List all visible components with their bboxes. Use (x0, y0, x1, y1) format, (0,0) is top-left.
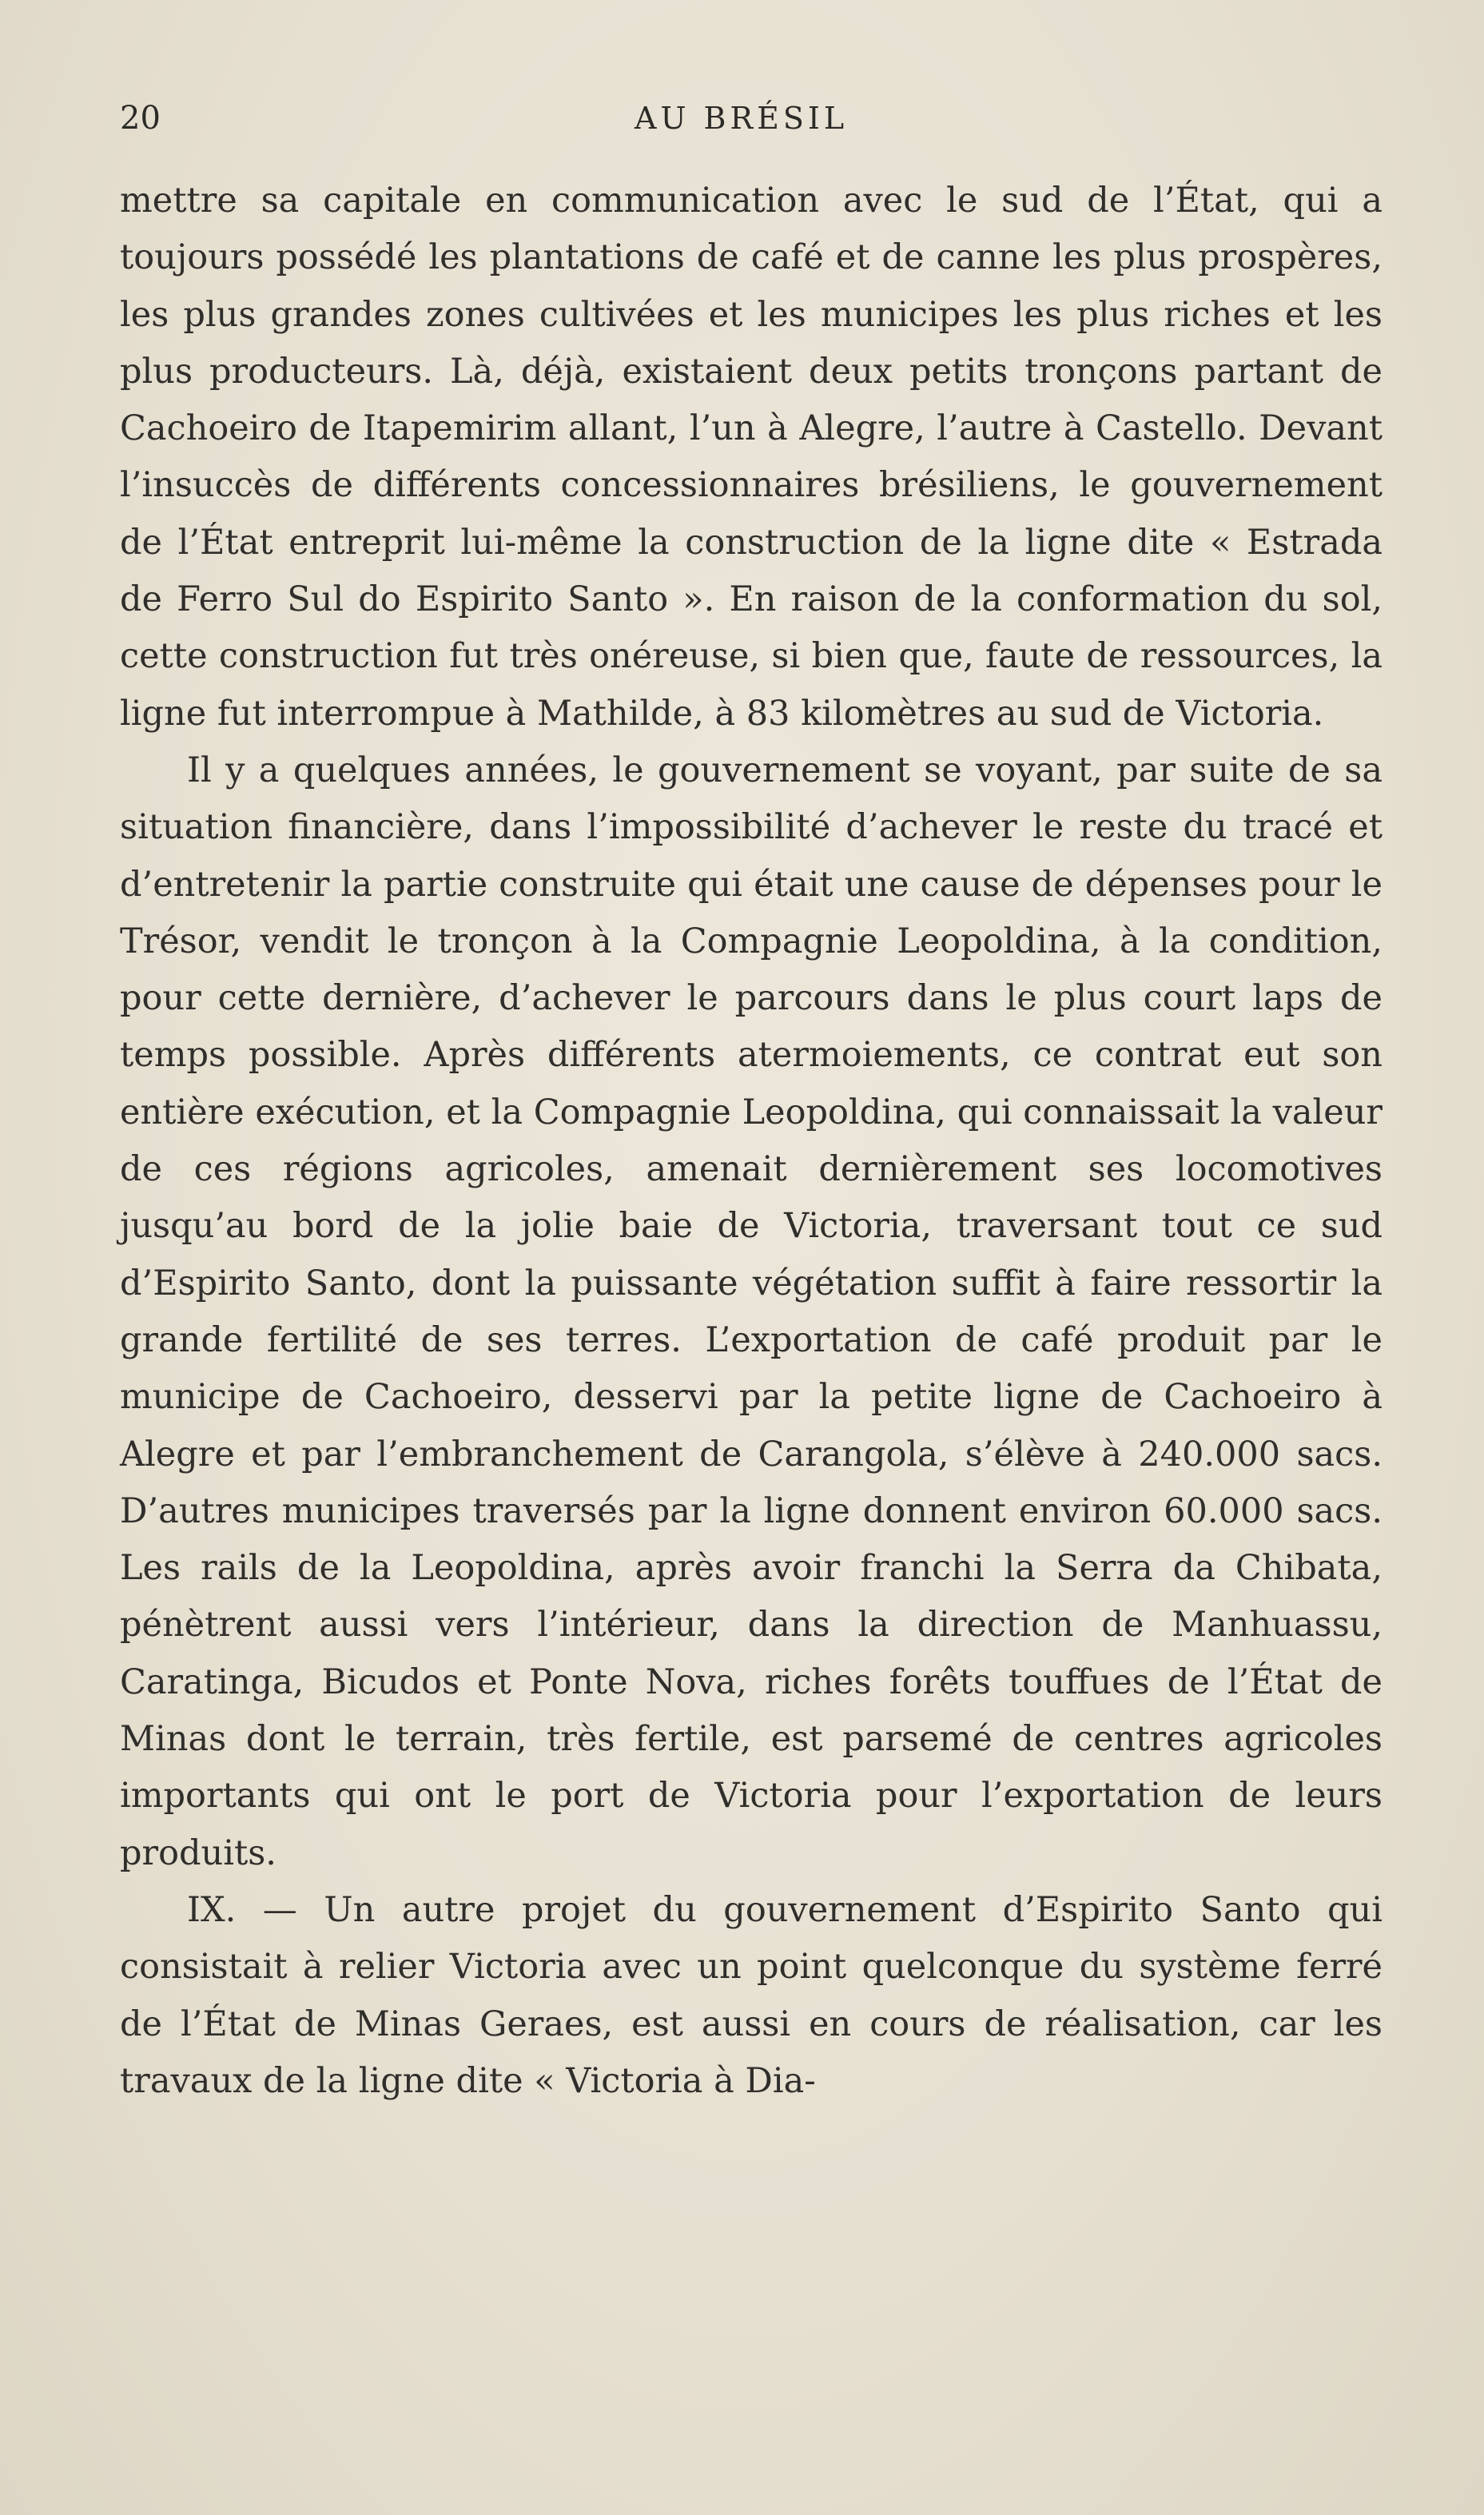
paragraph-section-ix: IX. — Un autre projet du gouvernement d’Espirito Santo qui consistait à relier Victoria avec un point quelconque du système ferré de l’État de Minas Geraes, est aussi en cours de réalisation, car les travaux de la ligne dite « Victoria à Dia- (120, 1889, 1383, 2101)
paragraph-continuation: mettre sa capitale en communication avec le sud de l’État, qui a toujours possédé les plantations de café et de canne les plus prospères, les plus grandes zones cultivées et les municipes les plus riches et les plus producteurs. Là, déjà, existaient deux petits tronçons partant de Cachoeiro de Itapemirim allant, l’un à Alegre, l’autre à Castello. Devant l’insuccès de différents concessionnaires brésiliens, le gouvernement de l’État entreprit lui-même la construction de la ligne dite « Estrada de Ferro Sul do Espirito Santo ». En raison de la conformation du sol, cette construction fut très onéreuse, si bien que, faute de ressources, la ligne fut interrompue à Mathilde, à 83 kilomètres au sud de Victoria. (120, 181, 1383, 734)
paragraph-leopoldina: Il y a quelques années, le gouvernement se voyant, par suite de sa situation financière, dans l’impossibilité d’achever le reste du tracé et d’entretenir la partie construite qui était une cause de dépenses pour le Trésor, vendit le tronçon à la Compagnie Leopoldina, à la condition, pour cette dernière, d’achever le parcours dans le plus court laps de temps possible. Après différents atermoiements, ce contrat eut son entière exécution, et la Compagnie Leopoldina, qui connaissait la valeur de ces régions agricoles, amenait dernièrement ses locomotives jusqu’au bord de la jolie baie de Victoria, traversant tout ce sud d’Espirito Santo, dont la puissante végétation suffit à faire ressortir la grande fertilité de ses terres. L’exportation de café produit par le municipe de Cachoeiro, desservi par la petite ligne de Cachoeiro à Alegre et par l’embranchement de Carangola, s’élève à 240.000 sacs. D’autres municipes traversés par la ligne donnent environ 60.000 sacs. Les rails de la Leopoldina, après avoir franchi la Serra da Chibata, pénètrent aussi vers l’intérieur, dans la direction de Manhuassu, Caratinga, Bicudos et Ponte Nova, riches forêts touffues de l’État de Minas dont le terrain, très fertile, est parsemé de centres agricoles importants qui ont le port de Victoria pour l’exportation de leurs produits. (120, 750, 1383, 1873)
body-text (120, 173, 1383, 2110)
page-header (120, 94, 1383, 142)
page-number: 20 (120, 100, 161, 137)
running-title: AU BRÉSIL (635, 101, 849, 136)
